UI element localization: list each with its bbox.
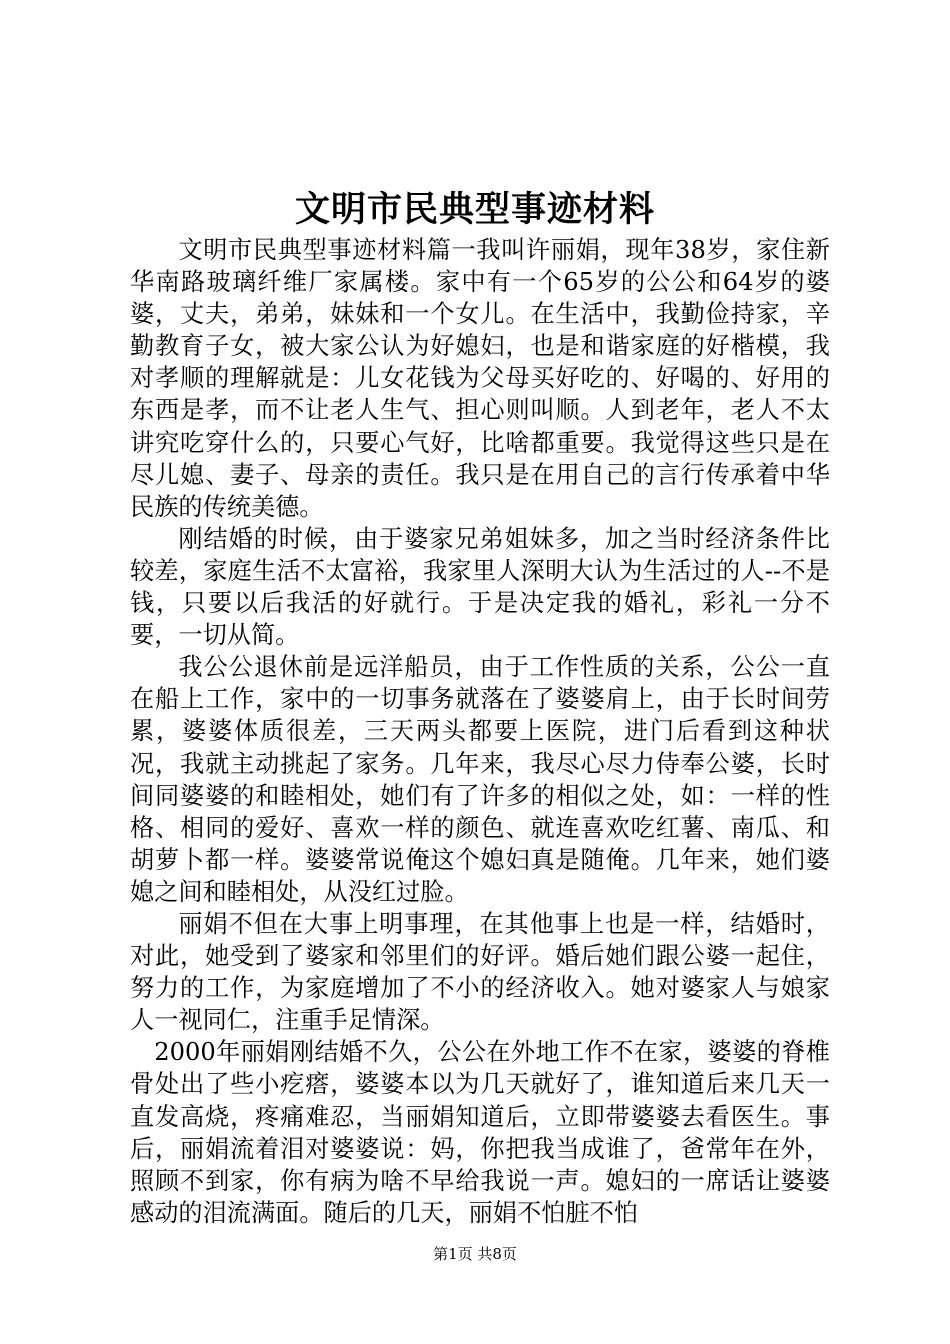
page-number-footer: 第1页 共8页 (433, 1245, 517, 1263)
paragraph: 刚结婚的时候，由于婆家兄弟姐妹多，加之当时经济条件比较差，家庭生活不太富裕，我家里人深明大认为生活过的人--不是钱，只要以后我活的好就行。于是决定我的婚礼，彩礼一分不要，一切从简。 (130, 524, 830, 650)
document-title: 文明市民典型事迹材料 (294, 189, 655, 230)
paragraph: 我公公退休前是远洋船员，由于工作性质的关系，公公一直在船上工作，家中的一切事务就落在了婆婆肩上，由于长时间劳累，婆婆体质很差，三天两头都要上医院，进门后看到这种状况，我就主动挑起了家务。几年来，我尽心尽力侍奉公婆，长时间同婆婆的和睦相处，她们有了许多的相似之处，如：一样的性格、相同的爱好、喜欢一样的颜色、就连喜欢吃红薯、南瓜、和胡萝卜都一样。婆婆常说俺这个媳妇真是随俺。几年来，她们婆媳之间和睦相处，从没红过脸。 (130, 653, 830, 906)
paragraph: 2000年丽娟刚结婚不久，公公在外地工作不在家，婆婆的脊椎骨处出了些小疙瘩，婆婆本以为几天就好了，谁知道后来几天一直发高烧，疼痛难忍，当丽娟知道后，立即带婆婆去看医生。事后，丽娟流着泪对婆婆说：妈，你把我当成谁了，爸常年在外，照顾不到家，你有病为啥不早给我说一声。媳妇的一席话让婆婆感动的泪流满面。随后的几天，丽娟不怕脏不怕 (130, 1038, 830, 1227)
paragraph: 丽娟不但在大事上明事理，在其他事上也是一样，结婚时，对此，她受到了婆家和邻里们的好评。婚后她们跟公婆一起住，努力的工作，为家庭增加了不小的经济收入。她对婆家人与娘家人一视同仁，注重手足情深。 (130, 909, 830, 1035)
paragraph: 文明市民典型事迹材料篇一我叫许丽娟，现年38岁，家住新华南路玻璃纤维厂家属楼。家中有一个65岁的公公和64岁的婆婆，丈夫，弟弟，妹妹和一个女儿。在生活中，我勤俭持家，辛勤教育子女，被大家公认为好媳妇，也是和谐家庭的好楷模，我对孝顺的理解就是：儿女花钱为父母买好吃的、好喝的、好用的东西是孝，而不让老人生气、担心则叫顺。人到老年，老人不太讲究吃穿什么的，只要心气好，比啥都重要。我觉得这些只是在尽儿媳、妻子、母亲的责任。我只是在用自己的言行传承着中华民族的传统美德。 (130, 236, 830, 521)
document-body (130, 234, 830, 1229)
